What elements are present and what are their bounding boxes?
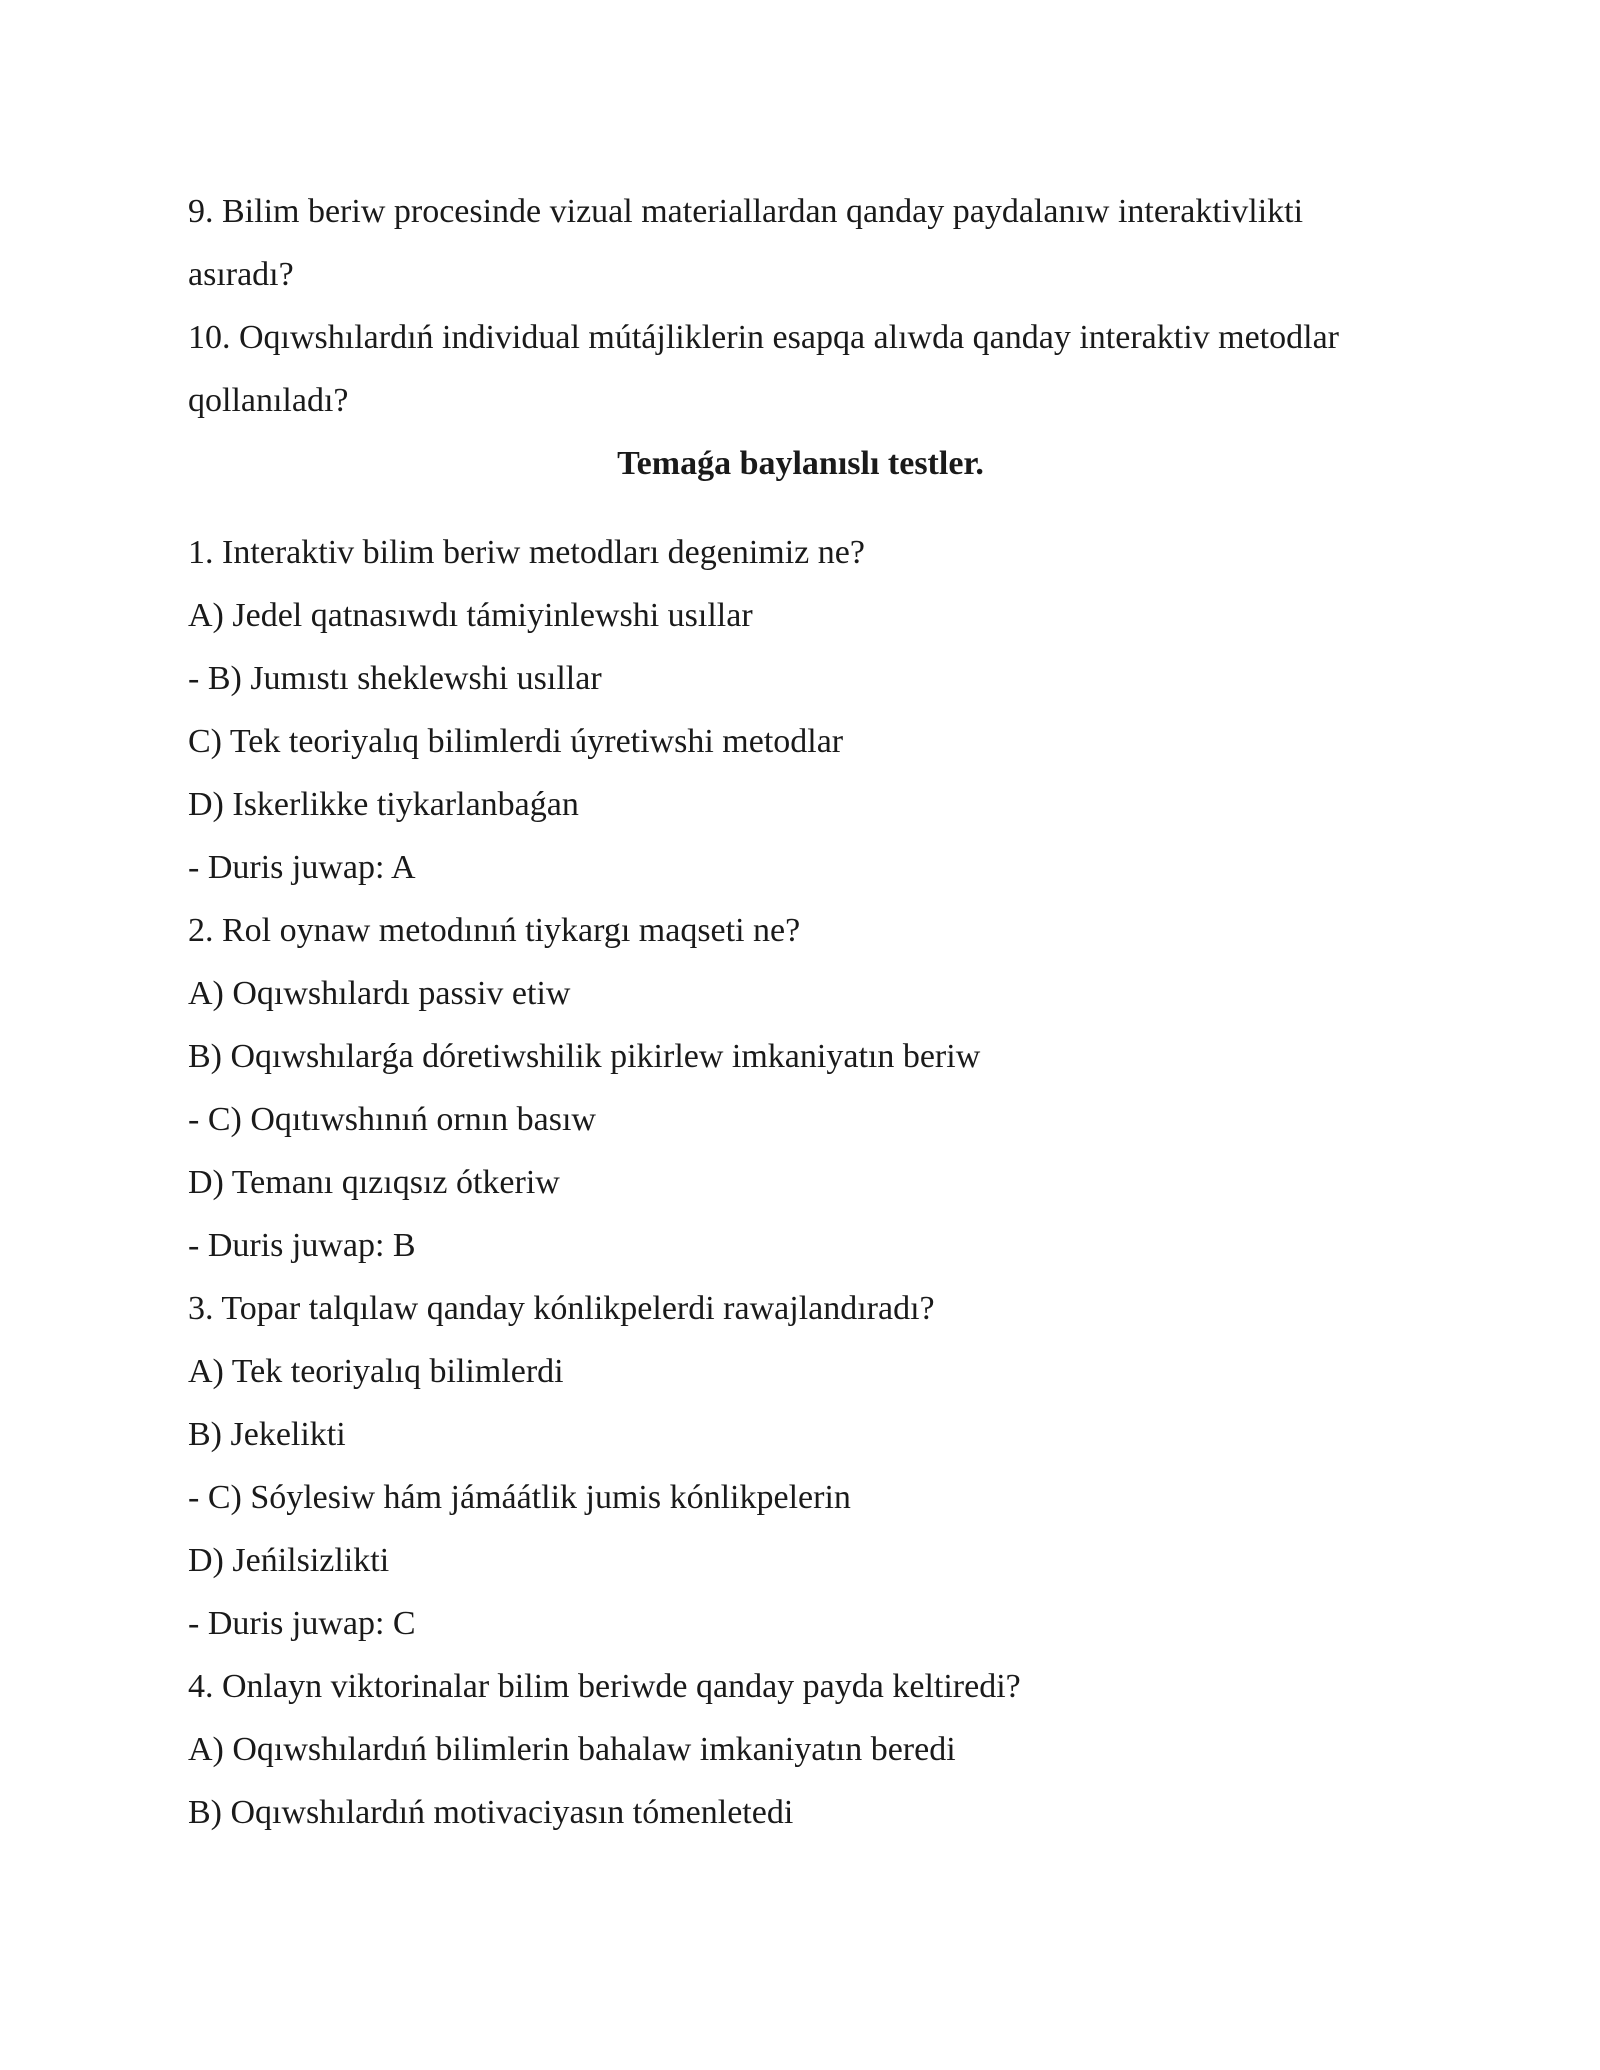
answer-option: A) Oqıwshılardı passiv etiw (188, 975, 571, 1012)
section-heading: Temaǵa baylanıslı testler. (617, 445, 984, 482)
answer-option: - C) Oqıtıwshınıń ornın basıw (188, 1101, 596, 1138)
correct-answer: - Duris juwap: A (188, 849, 416, 886)
answer-option: A) Jedel qatnasıwdı támiyinlewshi usıllar (188, 597, 753, 634)
correct-answer: - Duris juwap: B (188, 1227, 416, 1264)
page-content (188, 180, 1413, 1844)
answer-option: - B) Jumıstı sheklewshi usıllar (188, 660, 602, 697)
test-question: 3. Topar talqılaw qanday kónlikpelerdi rawajlandıradı? (188, 1290, 935, 1327)
answer-option: B) Oqıwshılarǵa dóretiwshilik pikirlew imkaniyatın beriw (188, 1038, 981, 1075)
answer-option: A) Tek teoriyalıq bilimlerdi (188, 1353, 564, 1390)
answer-option: B) Oqıwshılardıń motivaciyasın tómenletedi (188, 1794, 794, 1831)
test-question: 2. Rol oynaw metodınıń tiykargı maqseti ne? (188, 912, 801, 949)
question-9: 9. Bilim beriw procesinde vizual materiallardan qanday paydalanıw interaktivlikti asıradı? (188, 193, 1304, 293)
answer-option: D) Jeńilsizlikti (188, 1542, 390, 1579)
answer-option: - C) Sóylesiw hám jámáátlik jumis kónlikpelerin (188, 1479, 851, 1516)
answer-option: D) Iskerlikke tiykarlanbaǵan (188, 786, 579, 823)
answer-option: B) Jekelikti (188, 1416, 346, 1453)
question-10: 10. Oqıwshılardıń individual mútájliklerin esapqa alıwda qanday interaktiv metodlar qollanıladı? (188, 319, 1339, 419)
answer-option: C) Tek teoriyalıq bilimlerdi úyretiwshi metodlar (188, 723, 844, 760)
correct-answer: - Duris juwap: C (188, 1605, 416, 1642)
test-question: 1. Interaktiv bilim beriw metodları degenimiz ne? (188, 534, 865, 571)
answer-option: D) Temanı qızıqsız ótkeriw (188, 1164, 560, 1201)
test-question: 4. Onlayn viktorinalar bilim beriwde qanday payda keltiredi? (188, 1668, 1021, 1705)
answer-option: A) Oqıwshılardıń bilimlerin bahalaw imkaniyatın beredi (188, 1731, 956, 1768)
